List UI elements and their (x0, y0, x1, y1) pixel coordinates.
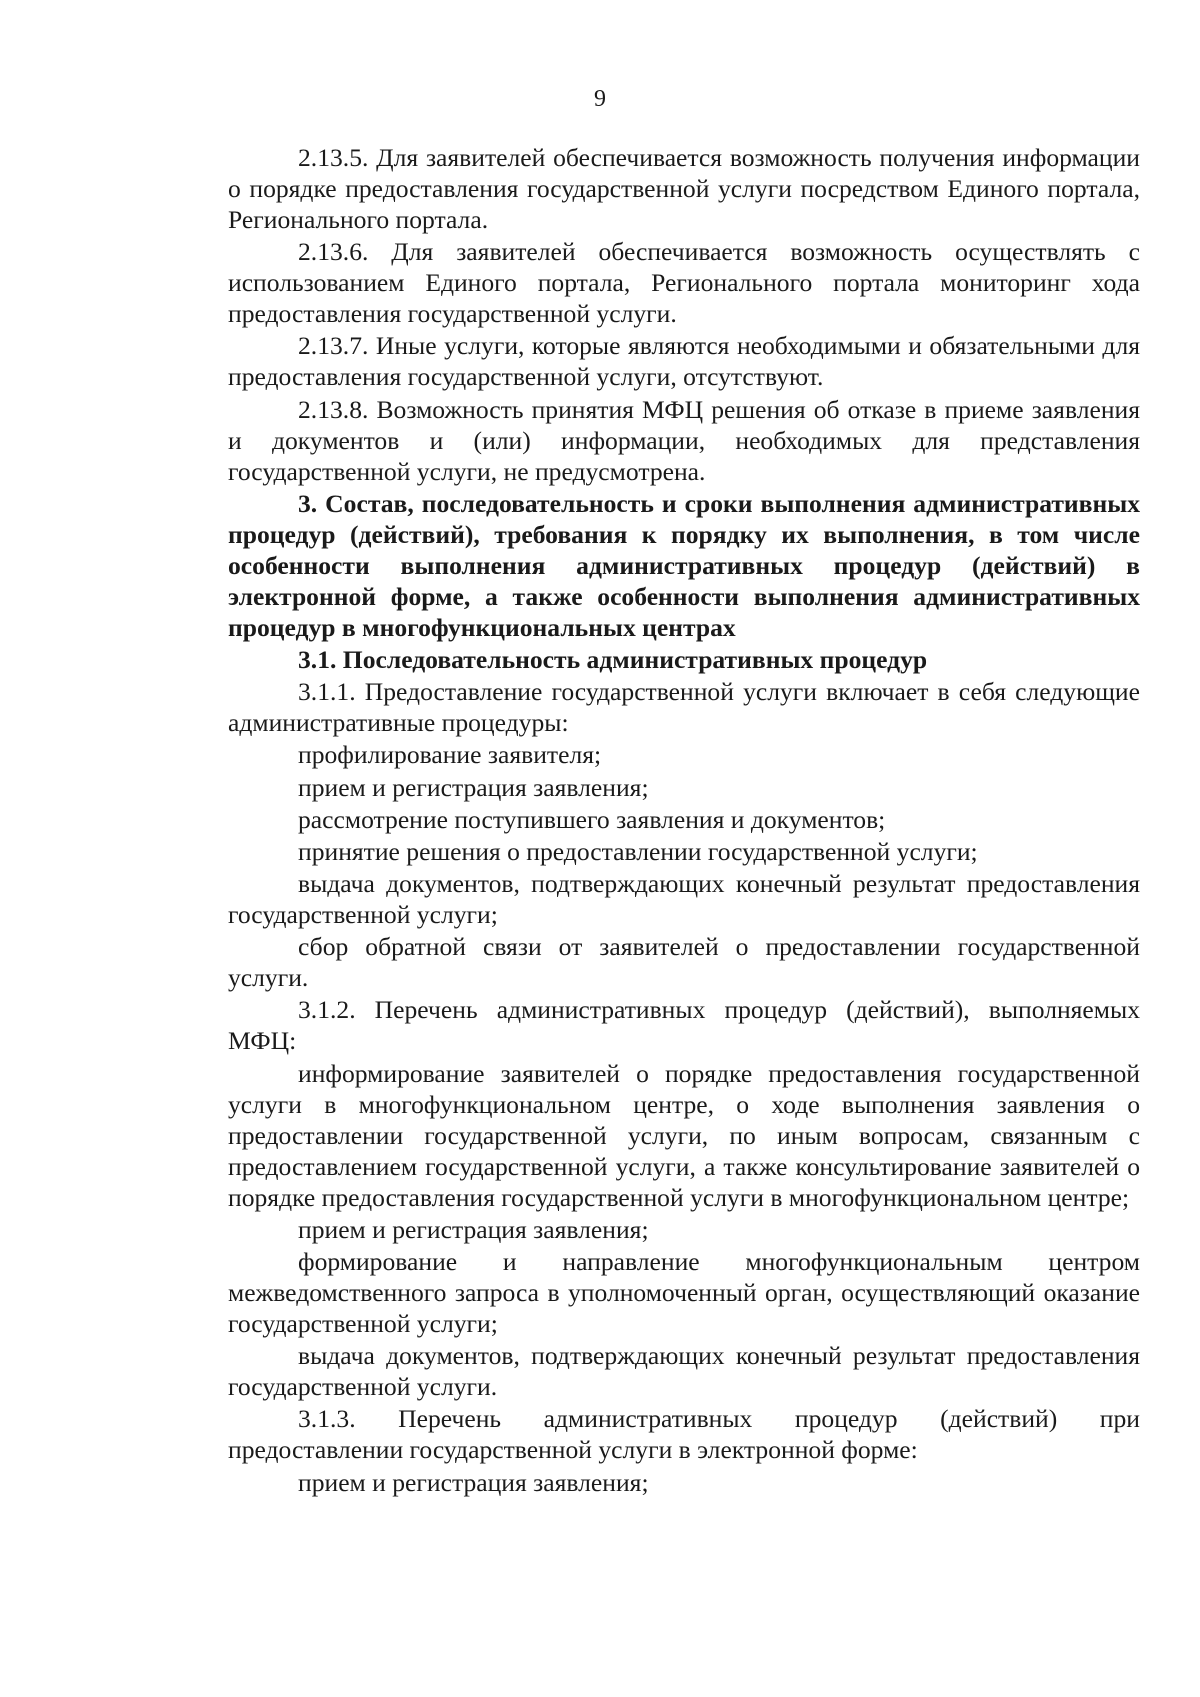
list-item: сбор обратной связи от заявителей о предоставлении государственной услуги. (228, 932, 1140, 993)
list-item: прием и регистрация заявления; (298, 1214, 649, 1244)
list-item: выдача документов, подтверждающих конечный результат предоставления государственной услуги; (228, 869, 1140, 930)
list-item: информирование заявителей о порядке предоставления государственной услуги в многофункциональном центре, о ходе выполнения заявления о предоставлении государственной услуги, по иным вопросам, связанным с предоставлением государственной услуги, а также консультирование заявителей о порядке предоставления государственной услуги в многофункциональном центре; (228, 1058, 1140, 1212)
section-3-1-heading: 3.1. Последовательность административных процедур (298, 644, 928, 674)
list-item: выдача документов, подтверждающих конечный результат предоставления государственной услуги. (228, 1341, 1140, 1402)
paragraph-2-13-8: 2.13.8. Возможность принятия МФЦ решения об отказе в приеме заявления и документов и (или) информации, необходимых для представления государственной услуги, не предусмотрена. (228, 394, 1140, 486)
paragraph-2-13-7: 2.13.7. Иные услуги, которые являются необходимыми и обязательными для предоставления государственной услуги, отсутствуют. (228, 331, 1140, 392)
document-body (228, 142, 1140, 1499)
list-item: формирование и направление многофункциональным центром межведомственного запроса в уполномоченный орган, осуществляющий оказание государственной услуги; (228, 1247, 1140, 1338)
page-number: 9 (594, 86, 606, 112)
paragraph-3-1-2: 3.1.2. Перечень административных процедур (действий), выполняемых МФЦ: (228, 995, 1140, 1056)
paragraph-3-1-3: 3.1.3. Перечень административных процедур (действий) при предоставлении государственной услуги в электронной форме: (228, 1404, 1140, 1465)
list-item: принятие решения о предоставлении государственной услуги; (298, 836, 978, 866)
list-item: рассмотрение поступившего заявления и документов; (298, 804, 886, 834)
list-item: профилирование заявителя; (298, 740, 602, 770)
paragraph-2-13-6: 2.13.6. Для заявителей обеспечивается возможность осуществлять с использованием Единого портала, Регионального портала мониторинг хода предоставления государственной услуги. (228, 237, 1140, 329)
paragraph-3-1-1: 3.1.1. Предоставление государственной услуги включает в себя следующие административные процедуры: (228, 677, 1140, 738)
section-3-heading: 3. Состав, последовательность и сроки выполнения административных процедур (действий), требования к порядку их выполнения, в том числе особенности выполнения административных процедур (действий) в электронной форме, а также особенности выполнения административных процедур в многофункциональных центрах (228, 488, 1140, 642)
list-item: прием и регистрация заявления; (298, 772, 649, 802)
paragraph-2-13-5: 2.13.5. Для заявителей обеспечивается возможность получения информации о порядке предоставления государственной услуги посредством Единого портала, Регионального портала. (228, 143, 1140, 234)
list-item: прием и регистрация заявления; (298, 1467, 649, 1497)
